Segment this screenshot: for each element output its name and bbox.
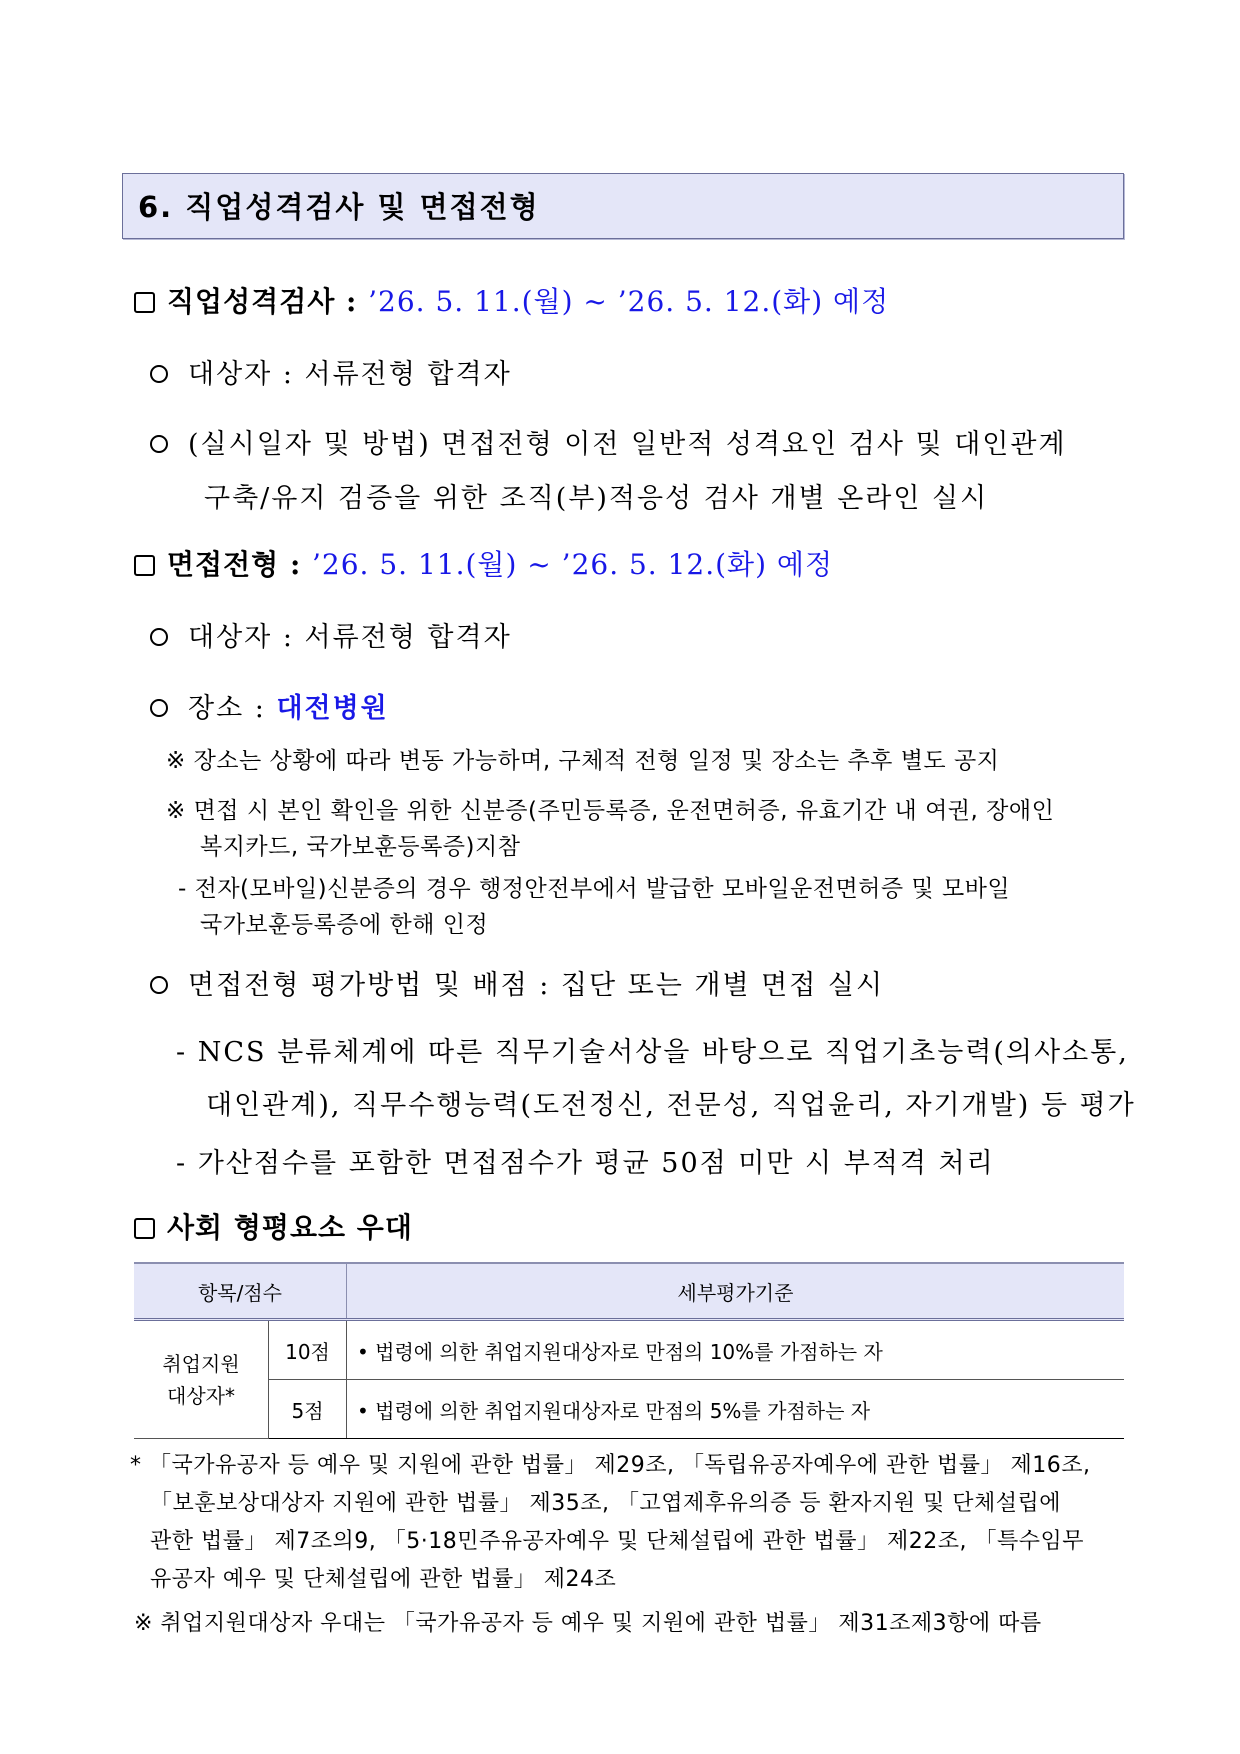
interview-eval-method [150, 963, 884, 1002]
interview-eval-method-text: 면접전형 평가방법 및 배점 : 집단 또는 개별 면접 실시 [188, 970, 885, 1001]
footnote-line3: 관한 법률」 제7조의9, 「5·18민주유공자예우 및 단체설립에 관한 법률」 제22조, 「특수임무 [150, 1529, 1084, 1554]
interview-target [150, 615, 512, 654]
interview-place [150, 686, 389, 725]
table-header-item: 항목/점수 [134, 1263, 347, 1320]
table-criteria-cell: • 법령에 의한 취업지원대상자로 만점의 10%를 가점하는 자 [347, 1320, 1125, 1380]
table-points-cell: 5점 [269, 1380, 347, 1439]
interview-place-value: 대전병원 [276, 693, 389, 724]
table-category-line1: 취업지원 [162, 1351, 240, 1376]
table-category-cell [134, 1320, 269, 1439]
table-header-row [134, 1263, 1124, 1320]
personality-test-method-line1: (실시일자 및 방법) 면접전형 이전 일반적 성격요인 검사 및 대인관계 [188, 429, 1067, 460]
personality-test-method-line2: 구축/유지 검증을 위한 조직(부)적응성 검사 개별 온라인 실시 [204, 483, 989, 514]
table-criteria-cell: • 법령에 의한 취업지원대상자로 만점의 5%를 가점하는 자 [347, 1380, 1125, 1439]
table-header-criteria: 세부평가기준 [347, 1263, 1125, 1320]
interview-label: 면접전형 : [167, 548, 313, 581]
interview-note-1: ※ 장소는 상황에 따라 변동 가능하며, 구체적 전형 일정 및 장소는 추후 별도 공지 [166, 748, 1000, 774]
interview-note-3-line1: - 전자(모바일)신분증의 경우 행정안전부에서 발급한 모바일운전면허증 및 모바일 [178, 876, 1011, 902]
circle-bullet-icon [150, 699, 168, 717]
circle-bullet-icon [150, 365, 168, 383]
table-row [134, 1320, 1124, 1380]
personality-test-method [150, 422, 1067, 461]
personality-test-label: 직업성격검사 : [167, 285, 369, 318]
social-equity-title: 사회 형평요소 우대 [167, 1211, 413, 1244]
final-note: ※ 취업지원대상자 우대는 「국가유공자 등 예우 및 지원에 관한 법률」 제31조제3항에 따름 [134, 1611, 1042, 1636]
checkbox-square-icon [134, 292, 155, 313]
interview-eval-detail-2: - 가산점수를 포함한 면접점수가 평균 50점 미만 시 부적격 처리 [176, 1148, 995, 1179]
interview-target-text: 대상자 : 서류전형 합격자 [188, 622, 512, 653]
circle-bullet-icon [150, 976, 168, 994]
interview-date: ’26. 5. 11.(월) ~ ’26. 5. 12.(화) 예정 [312, 548, 834, 581]
personality-test-date: ’26. 5. 11.(월) ~ ’26. 5. 12.(화) 예정 [368, 285, 890, 318]
section-title: 6. 직업성격검사 및 면접전형 [138, 190, 540, 224]
social-equity-heading [134, 1206, 413, 1246]
interview-note-2-line2: 복지카드, 국가보훈등록증)지참 [200, 834, 521, 860]
interview-note-2-line1: ※ 면접 시 본인 확인을 위한 신분증(주민등록증, 운전면허증, 유효기간 내 여권, 장애인 [166, 798, 1055, 824]
circle-bullet-icon [150, 628, 168, 646]
footnote-line2: 「보훈보상대상자 지원에 관한 법률」 제35조, 「고엽제후유의증 등 환자지원 및 단체설립에 [150, 1491, 1061, 1516]
social-equity-table [134, 1262, 1124, 1439]
interview-eval-detail-1-line2: 대인관계), 직무수행능력(도전정신, 전문성, 직업윤리, 자기개발) 등 평가 [206, 1090, 1136, 1121]
checkbox-square-icon [134, 1218, 155, 1239]
interview-heading [134, 543, 833, 583]
personality-test-target [150, 352, 512, 391]
interview-note-3-line2: 국가보훈등록증에 한해 인정 [200, 912, 489, 938]
table-row [134, 1380, 1124, 1439]
circle-bullet-icon [150, 435, 168, 453]
table-points-cell: 10점 [269, 1320, 347, 1380]
personality-test-heading [134, 280, 889, 320]
personality-test-target-text: 대상자 : 서류전형 합격자 [188, 359, 512, 390]
interview-eval-detail-1-line1: - NCS 분류체계에 따른 직무기술서상을 바탕으로 직업기초능력(의사소통, [176, 1037, 1129, 1068]
footnote-line4: 유공자 예우 및 단체설립에 관한 법률」 제24조 [150, 1567, 617, 1592]
table-category-line2: 대상자* [167, 1383, 235, 1408]
footnote-line1: * 「국가유공자 등 예우 및 지원에 관한 법률」 제29조, 「독립유공자예우에 관한 법률」 제16조, [130, 1453, 1091, 1478]
interview-place-label: 장소 : [188, 693, 277, 724]
checkbox-square-icon [134, 555, 155, 576]
